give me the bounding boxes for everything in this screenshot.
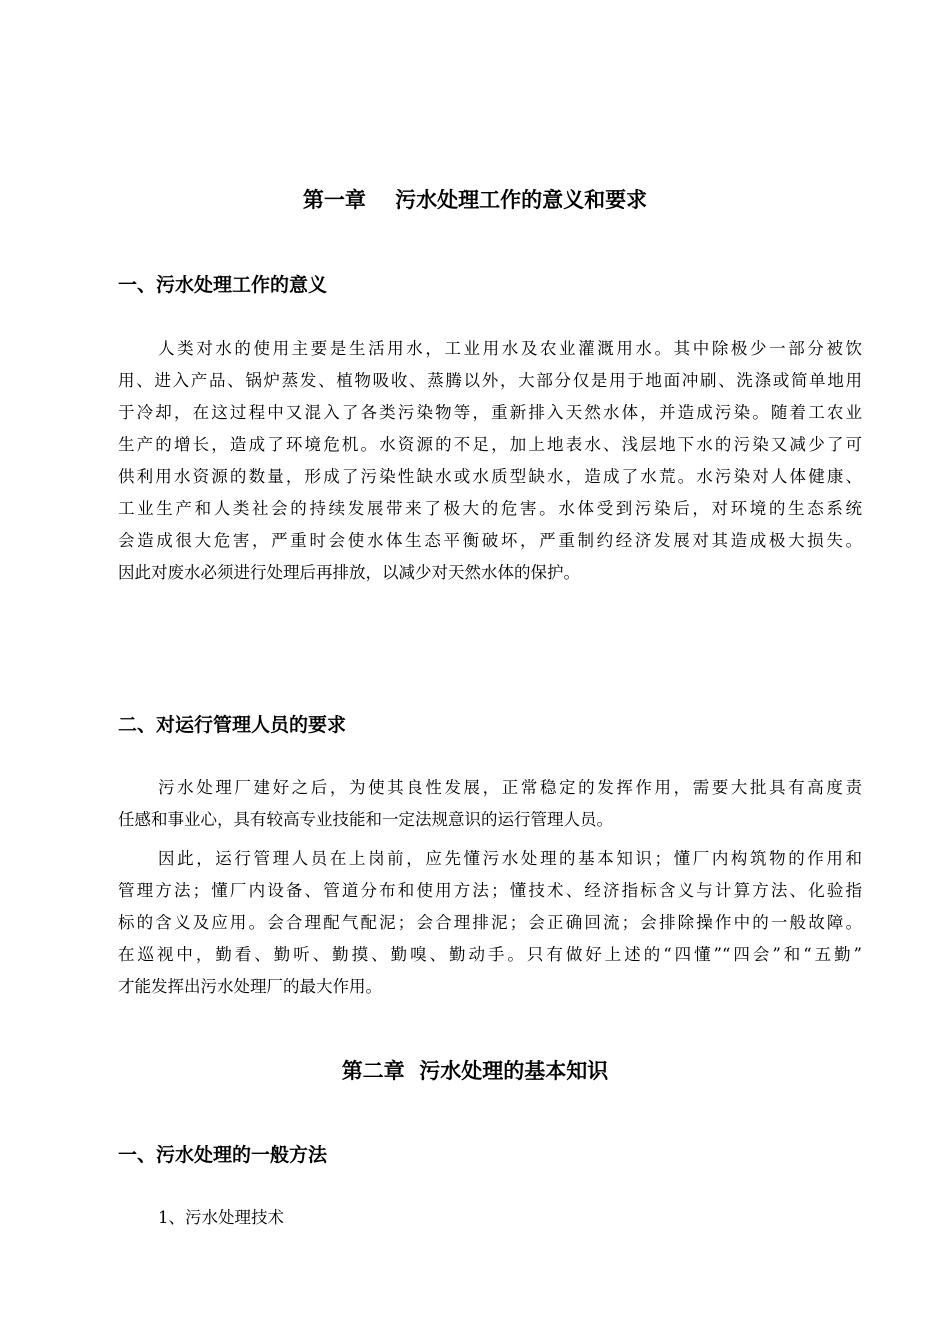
paragraph-line: 才能发挥出污水处理厂的最大作用。 [118,977,382,996]
chapter-1-title: 第一章 污水处理工作的意义和要求 [302,188,648,212]
paragraph-line: 因此对废水必须进行处理后再排放，以减少对天然水体的保护。 [118,563,580,582]
paragraph-line: 于冷却，在这过程中又混入了各类污染物等，重新排入天然水体，并造成污染。随着工农业 [118,403,862,422]
subsection-item: 1、污水处理技术 [158,1208,284,1227]
section-2-1-heading: 一、污水处理的一般方法 [118,1144,328,1166]
paragraph-line: 工业生产和人类社会的持续发展带来了极大的危害。水体受到污染后，对环境的生态系统 [118,499,862,518]
paragraph-line: 供利用水资源的数量，形成了污染性缺水或水质型缺水，造成了水荒。水污染对人体健康、 [118,467,862,486]
paragraph-line: 会造成很大危害，严重时会使水体生态平衡破坏，严重制约经济发展对其造成极大损失。 [118,531,862,550]
section-1-2-paragraph-2 [118,843,862,1003]
paragraph-line: 用、进入产品、锅炉蒸发、植物吸收、蒸腾以外，大部分仅是用于地面冲刷、洗涤或简单地用 [118,371,862,390]
paragraph-line: 生产的增长，造成了环境危机。水资源的不足，加上地表水、浅层地下水的污染又减少了可 [118,435,862,454]
section-1-2-paragraph-1 [118,772,862,836]
paragraph-line: 因此，运行管理人员在上岗前，应先懂污水处理的基本知识；懂厂内构筑物的作用和 [158,849,862,868]
section-1-1-heading: 一、污水处理工作的意义 [118,274,328,296]
chapter-2-title: 第二章 污水处理的基本知识 [341,1059,609,1083]
paragraph-line: 标的含义及应用。会合理配气配泥；会合理排泥；会正确回流；会排除操作中的一般故障。 [118,913,862,932]
section-1-2-heading: 二、对运行管理人员的要求 [118,714,347,736]
paragraph-line: 在巡视中，勤看、勤听、勤摸、勤嗅、勤动手。只有做好上述的“四懂”“四会”和“五勤” [118,945,862,964]
paragraph-line: 任感和事业心，具有较高专业技能和一定法规意识的运行管理人员。 [118,810,613,829]
paragraph-line: 管理方法；懂厂内设备、管道分布和使用方法；懂技术、经济指标含义与计算方法、化验指 [118,881,862,900]
paragraph-line: 人类对水的使用主要是生活用水，工业用水及农业灌溉用水。其中除极少一部分被饮 [158,339,862,358]
section-1-1-paragraph [118,333,862,589]
paragraph-line: 污水处理厂建好之后，为使其良性发展，正常稳定的发挥作用，需要大批具有高度责 [158,778,862,797]
